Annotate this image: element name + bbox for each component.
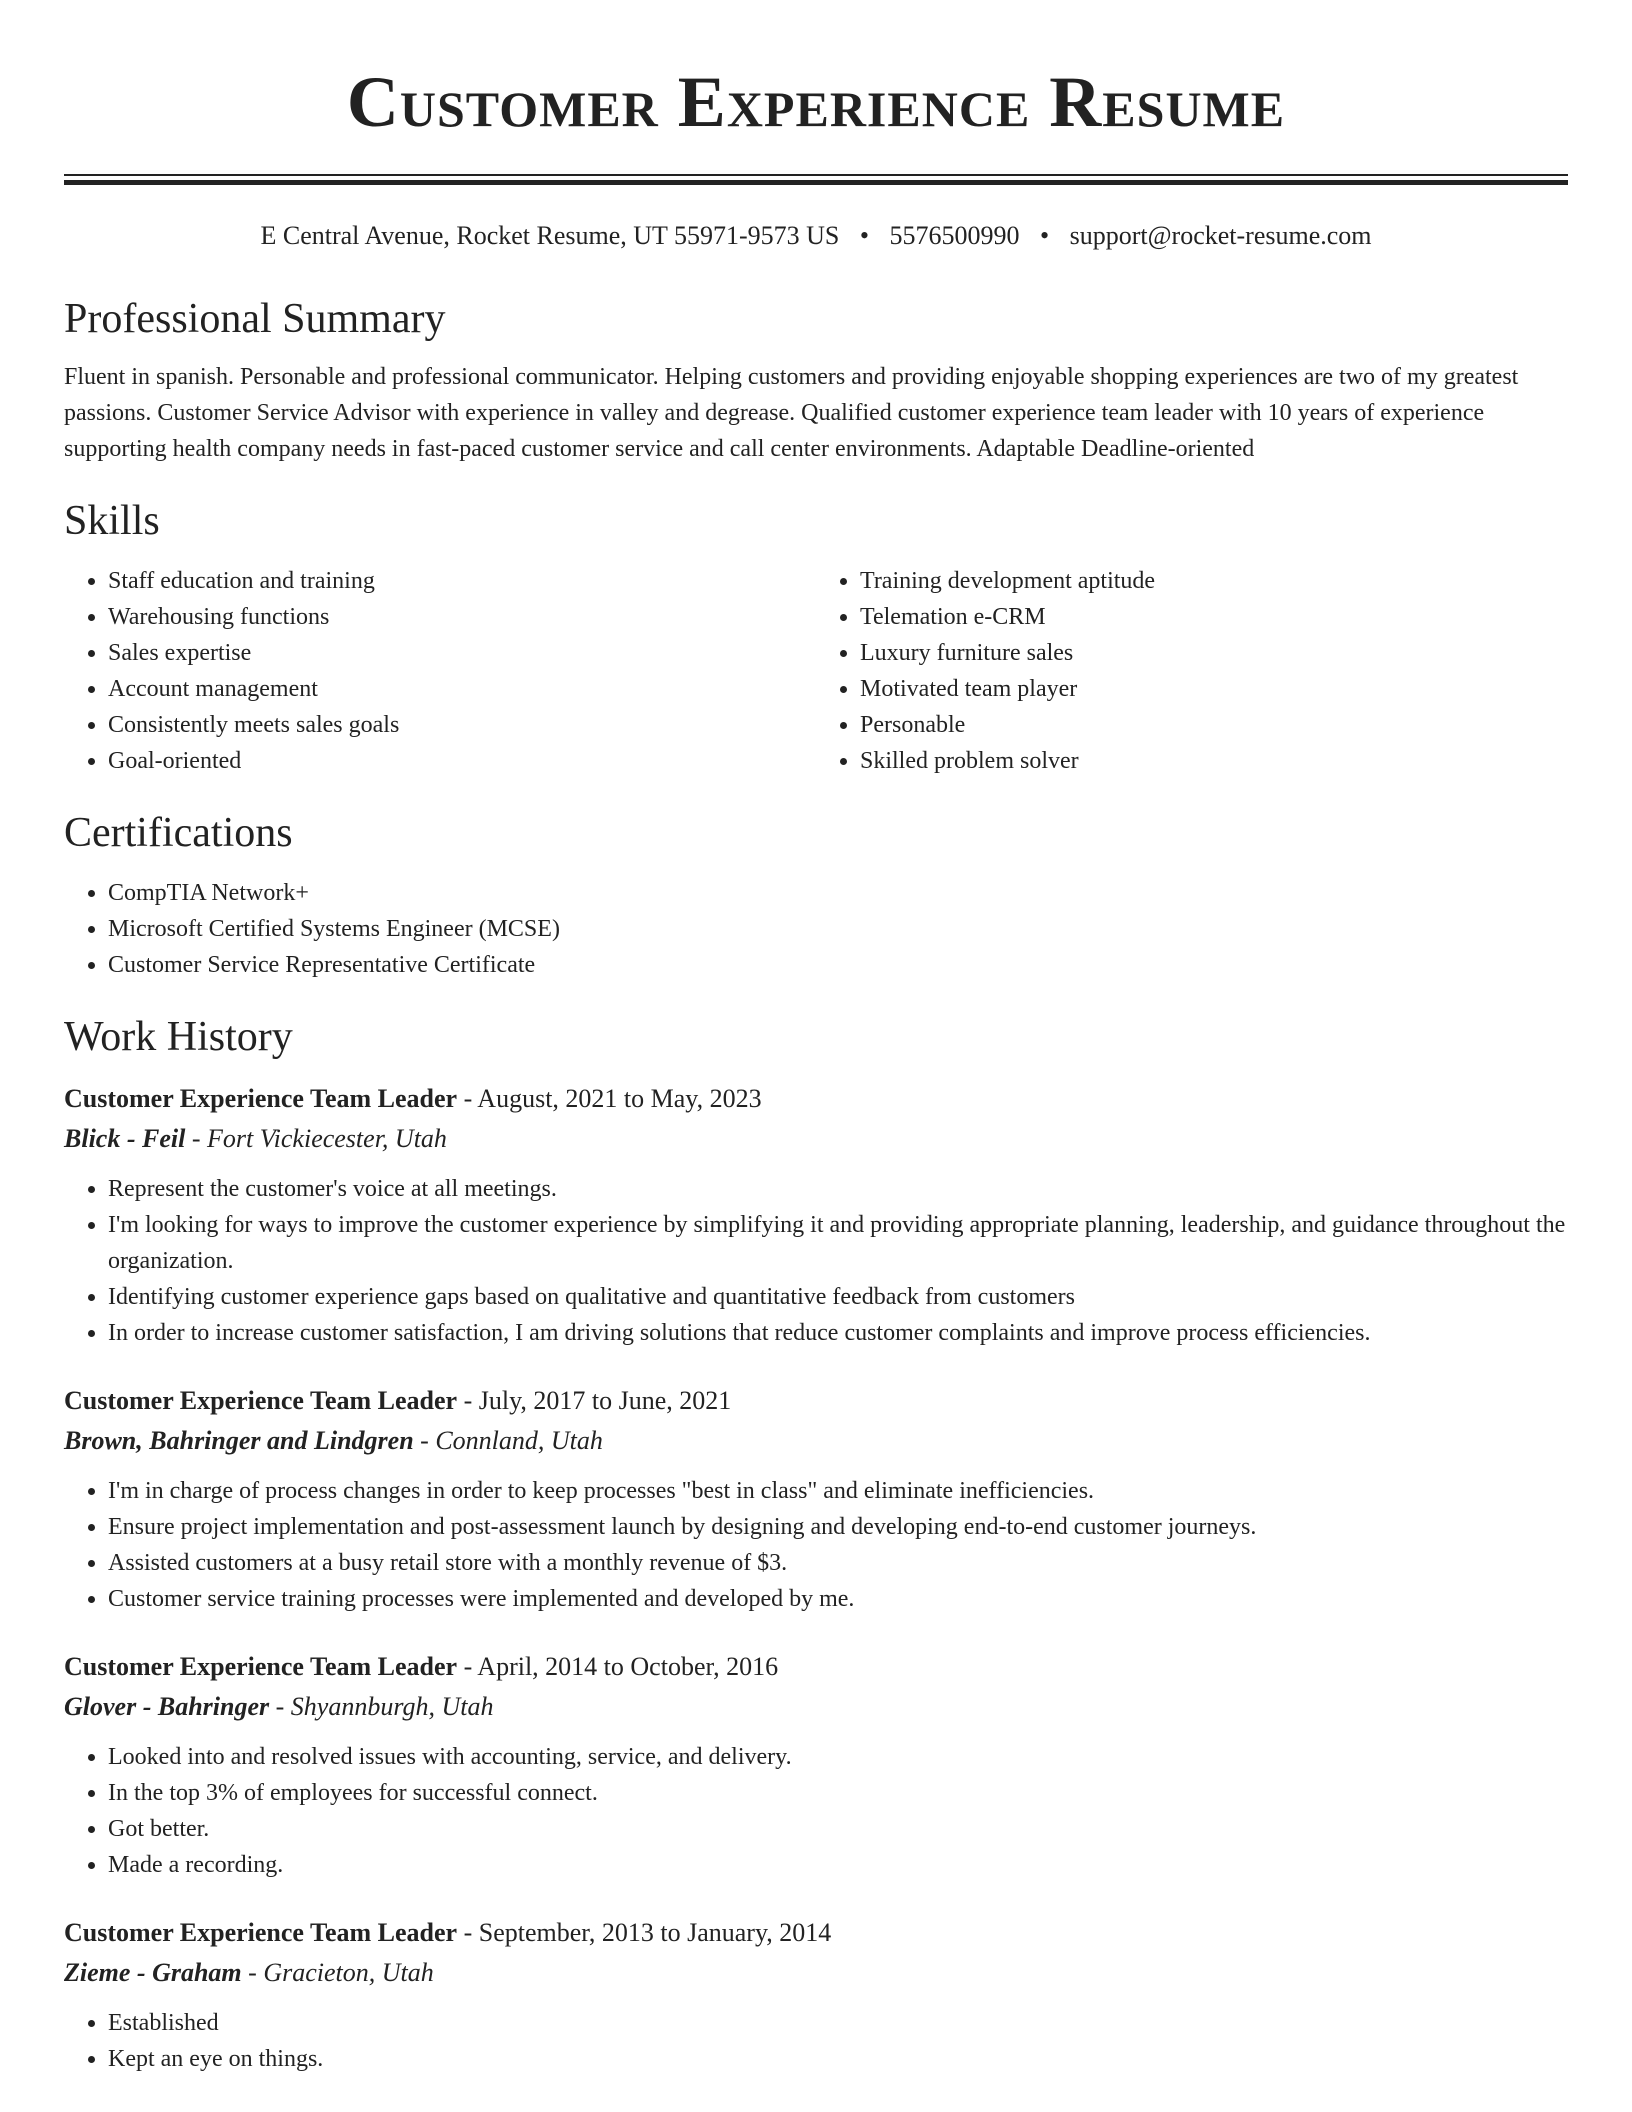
skill-item: • Sales expertise [108, 635, 816, 671]
job-duties-list [64, 1171, 1568, 1351]
job-company-line [64, 1953, 1568, 1993]
job-entry [64, 1079, 1568, 1351]
job-dates: - August, 2021 to May, 2023 [457, 1084, 762, 1113]
job-title-line [64, 1647, 1568, 1687]
job-location: - Gracieton, Utah [241, 1958, 434, 1987]
job-duties-list [64, 2005, 1568, 2077]
certification-item: • CompTIA Network+ [108, 875, 1568, 911]
skills-grid [64, 563, 1568, 779]
job-duty: • Assisted customers at a busy retail store with a monthly revenue of $3. [108, 1545, 1568, 1581]
job-company: Glover - Bahringer [64, 1692, 270, 1721]
job-duty: • Customer service training processes were implemented and developed by me. [108, 1581, 1568, 1617]
skill-item: • Training development aptitude [860, 563, 1568, 599]
job-duty: • Made a recording. [108, 1847, 1568, 1883]
job-duties-list [64, 1473, 1568, 1617]
skills-heading: Skills [64, 498, 160, 544]
skill-item: • Staff education and training [108, 563, 816, 599]
job-duty: • Kept an eye on things. [108, 2041, 1568, 2077]
job-company-line [64, 1119, 1568, 1159]
job-location: - Connland, Utah [413, 1426, 603, 1455]
job-duty: • I'm looking for ways to improve the customer experience by simplifying it and providing appropriate planning, leadership, and guidance throughout the organization. [108, 1207, 1568, 1279]
contact-separator: • [859, 221, 869, 250]
certifications-heading: Certifications [64, 810, 293, 856]
job-title-line [64, 1381, 1568, 1421]
resume-title: Customer Experience Resume [346, 62, 1286, 142]
job-company-line [64, 1687, 1568, 1727]
work-history-heading: Work History [64, 1014, 293, 1060]
summary-text: Fluent in spanish. Personable and professional communicator. Helping customers and providing enjoyable shopping experiences are two of my greatest passions. Customer Service Advisor with experience in valley and degrease. Qualified customer experience team leader with 10 years of experience supporting health company needs in fast-paced customer service and call center environments. Adaptable Deadline-oriented [64, 364, 1519, 462]
skills-list-left [64, 563, 816, 779]
job-duty: • Represent the customer's voice at all meetings. [108, 1171, 1568, 1207]
job-title-line [64, 1079, 1568, 1119]
certification-item: • Microsoft Certified Systems Engineer (MCSE) [108, 911, 1568, 947]
job-duty: • Established [108, 2005, 1568, 2041]
contact-phone: 5576500990 [889, 221, 1020, 250]
job-duty: • In the top 3% of employees for successful connect. [108, 1775, 1568, 1811]
job-duty: • Identifying customer experience gaps based on qualitative and quantitative feedback from customers [108, 1279, 1568, 1315]
skill-item: • Account management [108, 671, 816, 707]
contact-separator: • [1039, 221, 1050, 250]
job-entry [64, 1647, 1568, 1883]
job-entry [64, 1913, 1568, 2077]
job-dates: - September, 2013 to January, 2014 [457, 1918, 832, 1947]
job-duty: • Got better. [108, 1811, 1568, 1847]
summary-heading: Professional Summary [64, 296, 446, 342]
job-location: - Fort Vickiecester, Utah [185, 1124, 447, 1153]
contact-line [64, 219, 1568, 253]
certification-item: • Customer Service Representative Certificate [108, 947, 1568, 983]
job-role: Customer Experience Team Leader [64, 1918, 458, 1947]
skill-item: • Telemation e-CRM [860, 599, 1568, 635]
title-double-rule [64, 174, 1568, 185]
skill-item: • Skilled problem solver [860, 743, 1568, 779]
job-dates: - July, 2017 to June, 2021 [457, 1386, 732, 1415]
job-company: Zieme - Graham [64, 1958, 242, 1987]
contact-address: E Central Avenue, Rocket Resume, UT 55971-9573 US [260, 221, 840, 250]
skill-item: • Goal-oriented [108, 743, 816, 779]
job-title-line [64, 1913, 1568, 1953]
job-company-line [64, 1421, 1568, 1461]
job-company: Blick - Feil [64, 1124, 186, 1153]
skill-item: • Consistently meets sales goals [108, 707, 816, 743]
job-duty: • Looked into and resolved issues with accounting, service, and delivery. [108, 1739, 1568, 1775]
job-duty: • I'm in charge of process changes in order to keep processes "best in class" and eliminate inefficiencies. [108, 1473, 1568, 1509]
skill-item: • Motivated team player [860, 671, 1568, 707]
job-role: Customer Experience Team Leader [64, 1084, 458, 1113]
certifications-list [64, 875, 1568, 983]
job-role: Customer Experience Team Leader [64, 1652, 458, 1681]
skills-list-right [816, 563, 1568, 779]
job-role: Customer Experience Team Leader [64, 1386, 458, 1415]
skill-item: • Luxury furniture sales [860, 635, 1568, 671]
job-company: Brown, Bahringer and Lindgren [64, 1426, 414, 1455]
job-duties-list [64, 1739, 1568, 1883]
job-location: - Shyannburgh, Utah [269, 1692, 494, 1721]
job-entry [64, 1381, 1568, 1617]
skill-item: • Personable [860, 707, 1568, 743]
contact-email: support@rocket-resume.com [1069, 221, 1372, 250]
skill-item: • Warehousing functions [108, 599, 816, 635]
job-duty: • Ensure project implementation and post-assessment launch by designing and developing end-to-end customer journeys. [108, 1509, 1568, 1545]
job-dates: - April, 2014 to October, 2016 [457, 1652, 779, 1681]
job-duty: • In order to increase customer satisfaction, I am driving solutions that reduce customer complaints and improve process efficiencies. [108, 1315, 1568, 1351]
